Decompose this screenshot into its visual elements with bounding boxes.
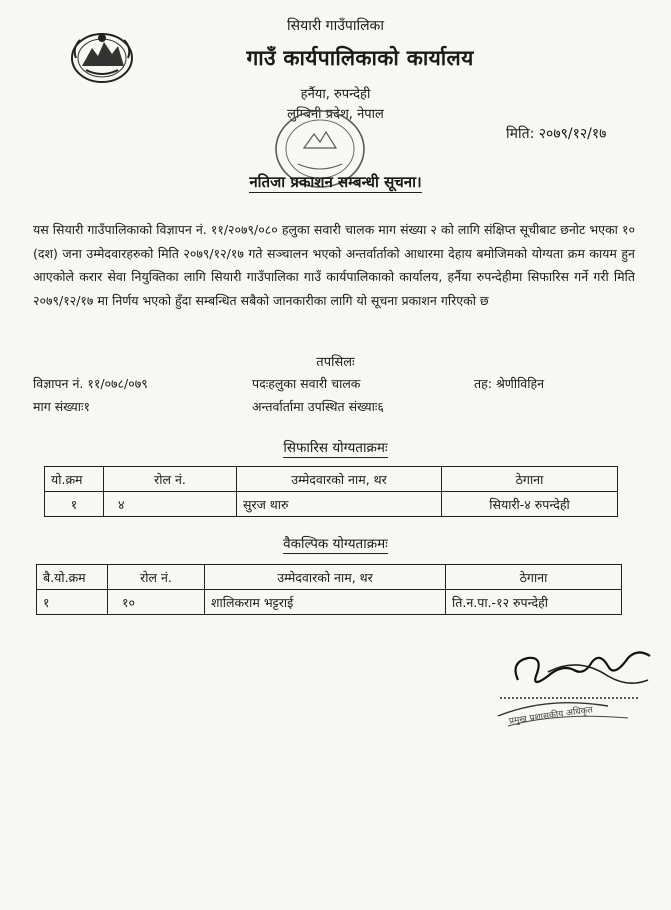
alternate-table <box>36 564 622 615</box>
details-heading: तपसिलः <box>316 355 355 370</box>
cell-serial: १ <box>45 492 104 517</box>
notice-title <box>0 172 671 192</box>
table-header-row <box>37 565 622 590</box>
cell-name: सुरज थारु <box>237 492 442 517</box>
recommended-heading-text: सिफारिस योग्यताक्रमः <box>283 440 388 456</box>
present-count: अन्तर्वार्तामा उपस्थित संख्याः६ <box>252 399 384 414</box>
table-row <box>37 590 622 615</box>
notice-date: मिति: २०७९/१२/१७ <box>506 126 607 142</box>
header-address: ठेगाना <box>446 565 622 590</box>
table-header-row <box>45 467 618 492</box>
cell-address: सियारी-४ रुपन्देही <box>442 492 618 517</box>
cell-address: ति.न.पा.-१२ रुपन्देही <box>446 590 622 615</box>
post-level: तह: श्रेणीविहिन <box>474 376 545 391</box>
cell-serial: १ <box>37 590 108 615</box>
header-roll: रोल नं. <box>104 467 237 492</box>
recommended-table <box>44 466 618 517</box>
notice-title-text: नतिजा प्रकाशन सम्बन्धी सूचना। <box>249 173 422 191</box>
post-name: पदःहलुका सवारी चालक <box>252 376 361 391</box>
header-serial: यो.क्रम <box>45 467 104 492</box>
header-name: उम्मेदवारको नाम, थर <box>205 565 446 590</box>
notice-paragraph: यस सियारी गाउँपालिकाको विज्ञापन नं. ११/२०७९/०८० हलुका सवारी चालक माग संख्या २ को लागि संक्षिप्त सूचीबाट छनोट भएका १० (दश) जना उम्मेदवारहरुको मिति २०७९/१२/१७ गते सञ्चालन भएको अन्तर्वार्ताको आधारमा देहाय बमोजिमको योग्यता क्रम कायम हुन आएकोले करार सेवा नियुक्तिका लागि सियारी गाउँपालिका गाउँ कार्यपालिकाको कार्यालय, हर्नैया रुपन्देहीमा सिफारिस गर्ने गरी मिति २०७९/१२/१७ मा निर्णय भएको हुँदा सम्बन्धित सबैको जानकारीका लागि यो सूचना प्रकाशन गरिएको छ <box>33 222 635 308</box>
header-address: ठेगाना <box>442 467 618 492</box>
cell-name: शालिकराम भट्टराई <box>205 590 446 615</box>
table-row <box>45 492 618 517</box>
header-roll: रोल नं. <box>108 565 205 590</box>
cell-roll: ४ <box>104 492 237 517</box>
advertisement-number: विज्ञापन नं. ११/०७८/०७९ <box>33 376 148 391</box>
alternate-heading <box>0 534 671 552</box>
header-serial: बै.यो.क्रम <box>37 565 108 590</box>
alternate-heading-text: वैकल्पिक योग्यताक्रमः <box>283 536 388 552</box>
signatory-designation: प्रमुख प्रशासकीय अधिकृत <box>508 705 594 727</box>
cell-roll: १० <box>108 590 205 615</box>
demand-count: माग संख्याः१ <box>33 399 90 414</box>
nepal-emblem-icon <box>68 28 136 86</box>
municipality-name: सियारी गाउँपालिका <box>287 18 384 34</box>
address-line-1: हर्नैया, रुपन्देही <box>300 87 371 102</box>
header-name: उम्मेदवारको नाम, थर <box>237 467 442 492</box>
office-name: गाउँ कार्यपालिकाको कार्यालय <box>246 46 474 70</box>
recommended-heading <box>0 438 671 456</box>
address-line-2: लुम्बिनी प्रदेश, नेपाल <box>287 107 384 122</box>
